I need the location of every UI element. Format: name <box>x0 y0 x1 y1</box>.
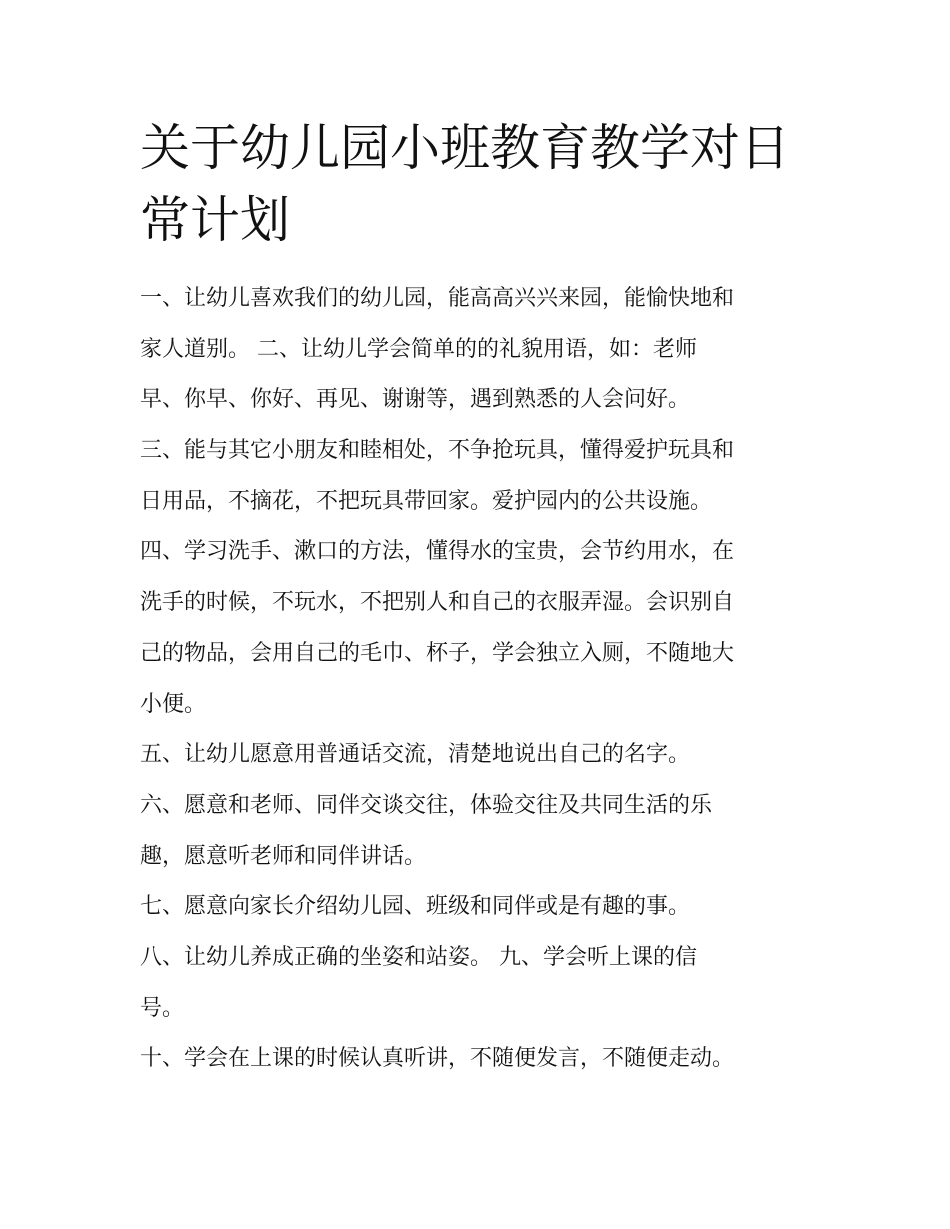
body-line: 五、让幼儿愿意用普通话交流，清楚地说出自己的名字。 <box>140 742 691 768</box>
body-line: 四、学习洗手、漱口的方法，懂得水的宝贵，会节约用水，在 <box>140 539 735 565</box>
body-line: 十、学会在上课的时候认真听讲，不随便发言，不随便走动。 <box>140 1046 735 1072</box>
body-line: 早、你早、你好、再见、谢谢等，遇到熟悉的人会问好。 <box>140 387 691 413</box>
body-line: 洗手的时候，不玩水，不把别人和自己的衣服弄湿。会识别自 <box>140 590 735 616</box>
body-line: 己的物品，会用自己的毛巾、杯子，学会独立入厕，不随地大 <box>140 640 735 666</box>
body-line: 小便。 <box>140 691 207 717</box>
body-line: 三、能与其它小朋友和睦相处，不争抢玩具，懂得爱护玩具和 <box>140 438 735 464</box>
body-line: 七、愿意向家长介绍幼儿园、班级和同伴或是有趣的事。 <box>140 894 691 920</box>
title-line: 关于幼儿园小班教育教学对日 <box>140 119 790 177</box>
body-line: 日用品，不摘花，不把玩具带回家。爱护园内的公共设施。 <box>140 488 713 514</box>
body-line: 一、让幼儿喜欢我们的幼儿园，能高高兴兴来园，能愉快地和 <box>140 286 735 311</box>
document-body <box>140 274 820 1085</box>
body-line: 八、让幼儿养成正确的坐姿和站姿。 九、学会听上课的信 <box>140 944 697 970</box>
body-line: 号。 <box>140 995 185 1021</box>
title-line: 常计划 <box>140 191 290 249</box>
body-line: 趣，愿意听老师和同伴讲话。 <box>140 843 427 869</box>
document-title <box>140 112 820 256</box>
body-line: 家人道别。 二、让幼儿学会简单的的礼貌用语，如：老师 <box>140 336 697 362</box>
body-line: 六、愿意和老师、同伴交谈交往，体验交往及共同生活的乐 <box>140 792 713 818</box>
